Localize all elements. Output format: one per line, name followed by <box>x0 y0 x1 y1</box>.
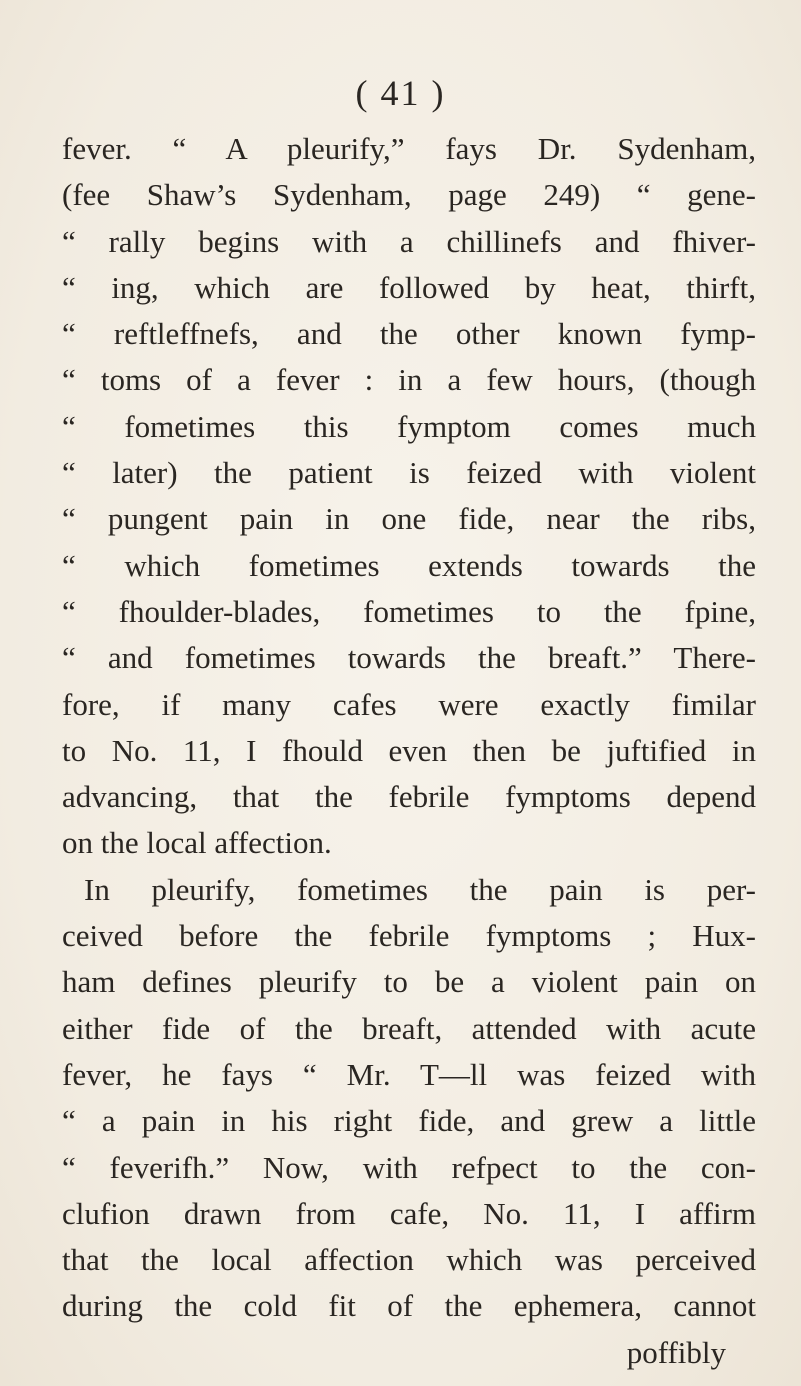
page-body <box>62 126 756 1376</box>
text-line: In pleurify, fometimes the pain is per- <box>84 871 756 907</box>
text-line: “ reftleffnefs, and the other known fymp- <box>62 316 756 352</box>
catchword: poffibly <box>626 1334 726 1370</box>
text-line: fore, if many cafes were exactly fimilar <box>62 686 756 722</box>
text-line: ham defines pleurify to be a violent pain on <box>62 964 756 1000</box>
text-line: “ fometimes this fymptom comes much <box>62 408 756 444</box>
text-line: ceived before the febrile fymptoms ; Hux- <box>62 918 756 954</box>
text-line: advancing, that the febrile fymptoms depend <box>62 779 756 815</box>
text-line: “ rally begins with a chillinefs and fhiver- <box>62 223 756 259</box>
text-line: clufion drawn from cafe, No. 11, I affirm <box>62 1195 756 1231</box>
text-line: “ a pain in his right fide, and grew a little <box>62 1103 756 1139</box>
text-line: “ feverifh.” Now, with refpect to the con- <box>62 1149 756 1185</box>
text-line: “ pungent pain in one fide, near the ribs, <box>62 501 756 537</box>
text-line: “ ing, which are followed by heat, thirft, <box>62 269 756 305</box>
text-line: fever. “ A pleurify,” fays Dr. Sydenham, <box>62 131 756 166</box>
text-line: “ later) the patient is feized with violent <box>62 455 756 491</box>
text-line: on the local affection. <box>62 825 332 861</box>
text-line: “ fhoulder-blades, fometimes to the fpine, <box>62 593 756 629</box>
text-line: either fide of the breaft, attended with acute <box>62 1010 756 1046</box>
text-line: fever, he fays “ Mr. T—ll was feized with <box>62 1056 756 1092</box>
text-line: “ and fometimes towards the breaft.” There- <box>62 640 756 676</box>
text-line: “ toms of a fever : in a few hours, (though <box>62 362 756 398</box>
text-line: “ which fometimes extends towards the <box>62 547 756 583</box>
text-line: to No. 11, I fhould even then be juftified in <box>62 732 756 768</box>
text-line: that the local affection which was perceived <box>62 1242 756 1278</box>
text-line: during the cold fit of the ephemera, cannot <box>62 1288 756 1324</box>
page-number: ( 41 ) <box>355 73 446 113</box>
text-line: (fee Shaw’s Sydenham, page 249) “ gene- <box>62 177 756 213</box>
